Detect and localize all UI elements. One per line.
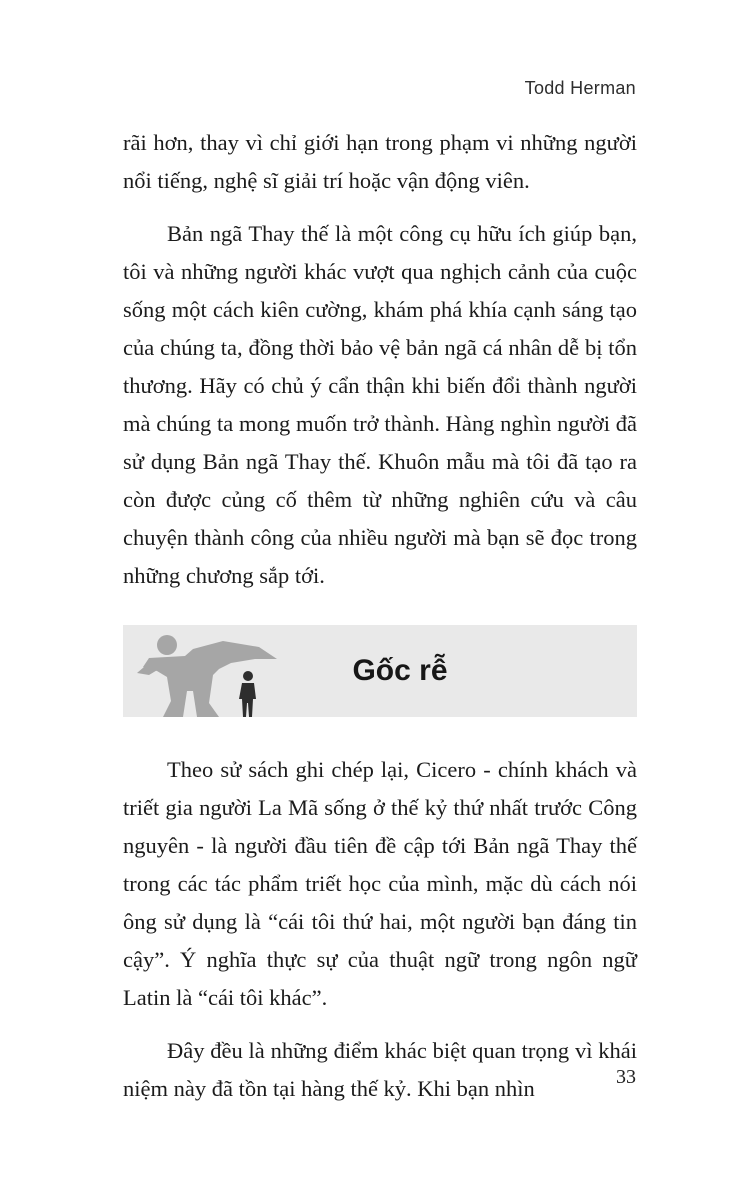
running-header-author: Todd Herman bbox=[524, 78, 636, 98]
banner-figures bbox=[127, 625, 297, 717]
superhero-shadow-icon bbox=[127, 625, 297, 717]
paragraph-continuation: rãi hơn, thay vì chỉ giới hạn trong phạm vi những người nổi tiếng, nghệ sĩ giải trí hoặc vận động viên. bbox=[123, 130, 637, 193]
page-content bbox=[123, 124, 637, 1123]
paragraph-key-differences: Đây đều là những điểm khác biệt quan trọng vì khái niệm này đã tồn tại hàng thế kỷ. Khi bạn nhìn bbox=[123, 1038, 637, 1101]
page-number: 33 bbox=[616, 1066, 636, 1088]
paragraph-alter-ego-tool: Bản ngã Thay thế là một công cụ hữu ích giúp bạn, tôi và những người khác vượt qua nghịch cảnh của cuộc sống một cách kiên cường, khám phá khía cạnh sáng tạo của chúng ta, đồng thời bảo vệ bản ngã cá nhân dễ bị tổn thương. Hãy có chủ ý cẩn thận khi biến đổi thành người mà chúng ta mong muốn trở thành. Hàng nghìn người đã sử dụng Bản ngã Thay thế. Khuôn mẫu mà tôi đã tạo ra còn được củng cố thêm từ những nghiên cứu và câu chuyện thành công của nhiều người mà bạn sẽ đọc trong những chương sắp tới. bbox=[123, 221, 637, 588]
paragraph-cicero-origin: Theo sử sách ghi chép lại, Cicero - chính khách và triết gia người La Mã sống ở thế kỷ thứ nhất trước Công nguyên - là người đầu tiên đề cập tới Bản ngã Thay thế trong các tác phẩm triết học của mình, mặc dù cách nói ông sử dụng là “cái tôi thứ hai, một người bạn đáng tin cậy”. Ý nghĩa thực sự của thuật ngữ trong ngôn ngữ Latin là “cái tôi khác”. bbox=[123, 757, 637, 1010]
section-banner bbox=[123, 625, 637, 717]
standing-man-icon bbox=[239, 671, 256, 717]
section-title: Gốc rễ bbox=[352, 654, 448, 687]
